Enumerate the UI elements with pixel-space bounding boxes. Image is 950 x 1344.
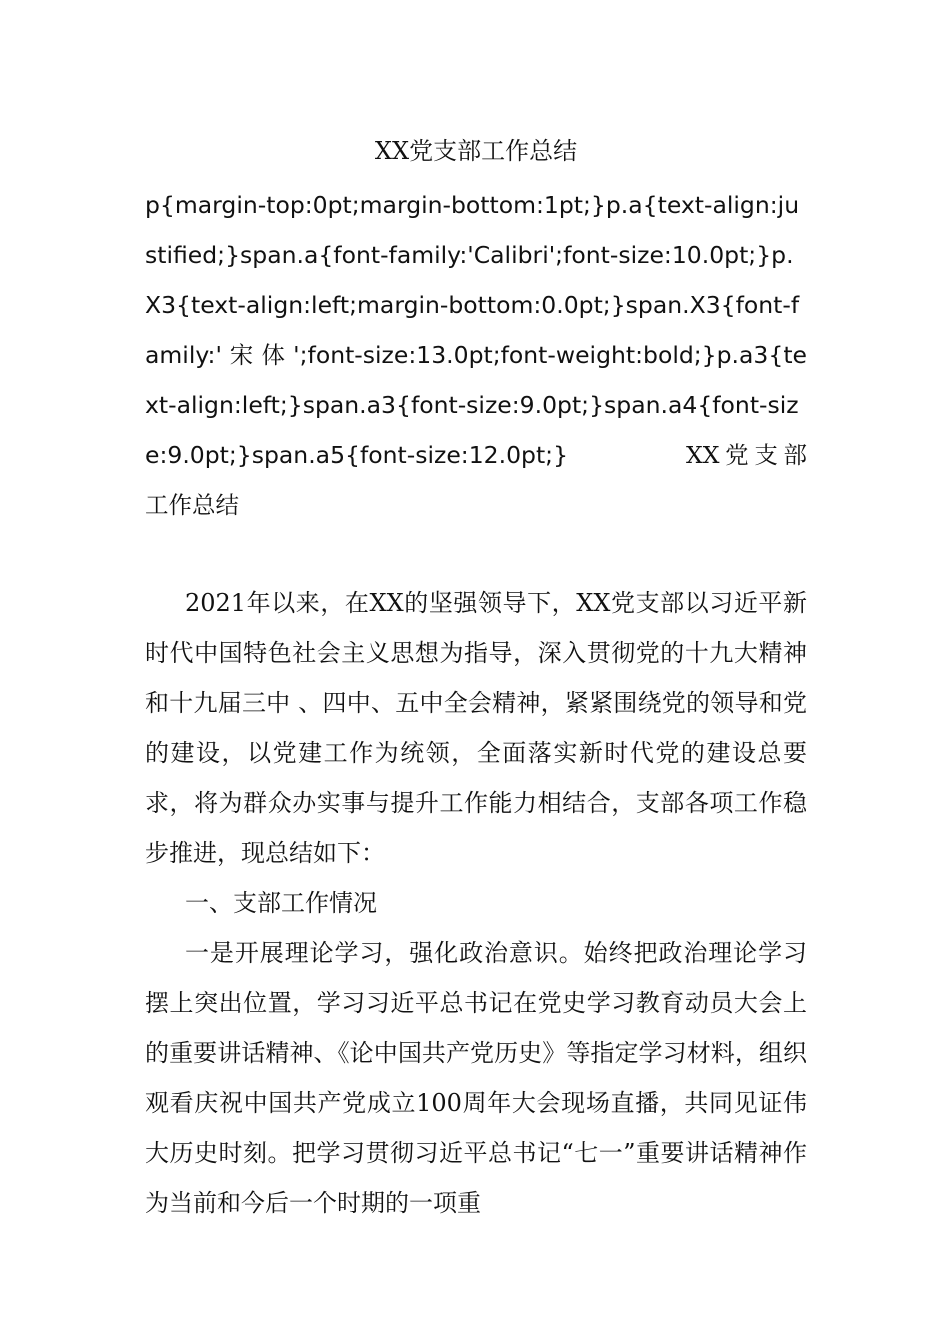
leaked-style-text [145,180,807,530]
document-title: XX党支部工作总结 [374,137,578,165]
css-text: p{margin-top:0pt;margin-bottom:1pt;}p.a{text-align:justified;}span.a{font-family:'Calibri';font-size:10.0pt;}p.X3{text-align:left;margin-bottom:0.0pt;}span.X3{font-family:' 宋 体 ';font-size:13.0pt;font-weight:bold;}p.a3{text-align:left;}span.a3{font-size:9.0pt;}span.a4{font-size:9.0pt;}span.a5{font-size:12.0pt;} [145,191,807,469]
document-body [145,578,807,1228]
intro-paragraph: 2021年以来，在XX的坚强领导下，XX党支部以习近平新时代中国特色社会主义思想为指导，深入贯彻党的十九大精神和十九届三中 、四中、五中全会精神，紧紧围绕党的领导和党的建设，以党建工作为统领，全面落实新时代党的建设总要求，将为群众办实事与提升工作能力相结合，支部各项工作稳步推进，现总结如下： [145,589,807,867]
theory-study-paragraph: 一是开展理论学习，强化政治意识。始终把政治理论学习摆上突出位置，学习习近平总书记在党史学习教育动员大会上的重要讲话精神、《论中国共产党历史》等指定学习材料，组织观看庆祝中国共产党成立100周年大会现场直播，共同见证伟大历史时刻。把学习贯彻习近平总书记“七一”重要讲话精神作为当前和今后一个时期的一项重 [145,939,807,1217]
inline-document-title: XX党支部工作总结 [145,441,807,519]
section-heading: 一、支部工作情况 [185,889,377,917]
